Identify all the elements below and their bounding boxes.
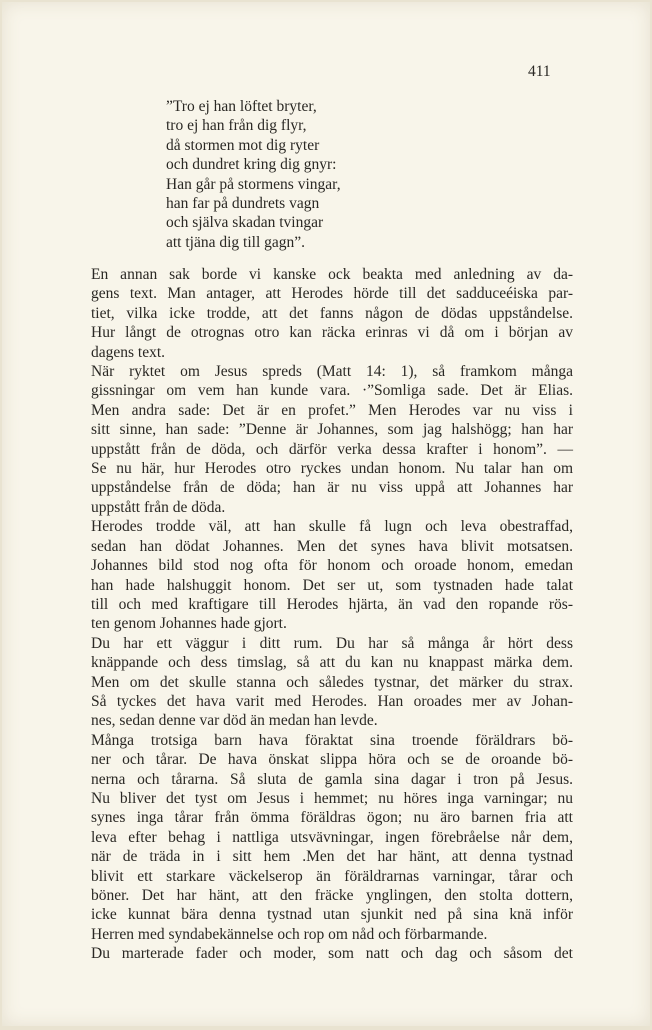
text-line: Johannes bild stod nog ofta för honom och oroade honom, emedan — [91, 557, 573, 575]
text-line: blivit ett starkare väckelserop än föräldrarnas varningar, tårar och — [91, 867, 573, 885]
paragraph — [91, 362, 573, 517]
text-line: ner och tårar. De hava önskat slippa höra och se de oroande bö- — [91, 751, 573, 769]
paragraph — [91, 265, 573, 362]
text-line: När ryktet om Jesus spreds (Matt 14: 1), så framkom många — [91, 363, 573, 381]
text-line: gens text. Man antager, att Herodes hörde till det sadduceéiska par- — [91, 285, 573, 303]
body-text — [91, 265, 573, 964]
poem-line: han far på dundrets vagn — [166, 195, 320, 213]
text-line: Du marterade fader och moder, som natt och dag och såsom det — [91, 945, 573, 963]
text-line: icke kunnat bära denna tystnad utan sjunkit ned på sina knä inför — [91, 906, 573, 924]
text-line: när de träda in i sitt hem .Men det har hänt, att denna tystnad — [91, 848, 573, 866]
page-number: 411 — [528, 63, 551, 80]
poem-line: då stormen mot dig ryter — [166, 136, 320, 154]
text-line: nerna och tårarna. Så sluta de gamla sina dagar i tron på Jesus. — [91, 770, 573, 788]
text-line: synes inga tårar från ömma föräldras ögon; nu äro barnen fria att — [91, 809, 573, 827]
text-line: dagens text. — [91, 343, 166, 361]
text-line: Men om det skulle stanna och således tystnar, det märker du strax. — [91, 673, 573, 691]
poem-stanza — [166, 97, 341, 252]
text-line: Så tyckes det hava varit med Herodes. Han oroades mer av Johan- — [91, 692, 573, 710]
text-line: Många trotsiga barn hava föraktat sina troende föräldrars bö- — [91, 731, 573, 749]
poem-line: ”Tro ej han löftet bryter, — [166, 98, 317, 115]
text-line: nes, sedan denne var död än medan han levde. — [91, 712, 378, 730]
paragraph — [91, 634, 573, 731]
text-line: Nu bliver det tyst om Jesus i hemmet; nu höres inga varningar; nu — [91, 789, 573, 807]
poem-line: tro ej han från dig flyr, — [166, 117, 307, 135]
text-line: Men andra sade: Det är en profet.” Men Herodes var nu viss i — [91, 401, 573, 419]
text-line: Herren med syndabekännelse och rop om nåd och förbarmande. — [91, 925, 488, 943]
poem-line: Han går på stormens vingar, — [166, 175, 341, 193]
text-line: ten genom Johannes hade gjort. — [91, 615, 287, 633]
text-line: Se nu här, hur Herodes otro ryckes undan honom. Nu talar han om — [91, 460, 573, 478]
paragraph — [91, 731, 573, 944]
text-line: knäppande och dess timslag, så att du kan nu knappast märka dem. — [91, 654, 573, 672]
text-line: uppstått från de döda, och därför verka dessa krafter i honom”. — — [91, 440, 573, 458]
poem-line: att tjäna dig till gagn”. — [166, 233, 306, 251]
text-line: till och med kraftigare till Herodes hjärta, än vad den ropande rös- — [91, 595, 573, 613]
text-line: leva efter behag i nattliga utsvävningar, ingen förebråelse når dem, — [91, 828, 573, 846]
text-line: han hade halshuggit honom. Det ser ut, som tystnaden hade talat — [91, 576, 573, 594]
text-line: En annan sak borde vi kanske ock beakta med anledning av da- — [91, 266, 573, 283]
text-line: Herodes trodde väl, att han skulle få lugn och leva obestraffad, — [91, 518, 573, 536]
book-page — [2, 2, 650, 1026]
text-line: gissningar om vem han kunde vara. ·”Somliga sade. Det är Elias. — [91, 382, 573, 400]
paragraph — [91, 944, 573, 963]
poem-line: och själva skadan tvingar — [166, 214, 324, 232]
text-line: Du har ett väggur i ditt rum. Du har så många år hört dess — [91, 634, 573, 652]
text-line: uppståndelse från de döda; han är nu viss uppå att Johannes har — [91, 479, 573, 497]
paragraph — [91, 517, 573, 633]
text-line: böner. Det har hänt, att den fräcke ynglingen, den stolta dottern, — [91, 887, 573, 904]
text-line: sitt sinne, han sade: ”Denne är Johannes, som jag halshögg; han har — [91, 421, 573, 439]
poem-line: och dundret kring dig gnyr: — [166, 156, 337, 174]
text-line: Hur långt de otrognas otro kan räcka erinras vi då om i början av — [91, 324, 573, 342]
text-line: tiet, vilka icke trodde, att det fanns någon de dödas uppståndelse. — [91, 304, 573, 322]
text-line: sedan han dödat Johannes. Men det synes hava blivit motsatsen. — [91, 537, 573, 555]
text-line: uppstått från de döda. — [91, 498, 226, 516]
